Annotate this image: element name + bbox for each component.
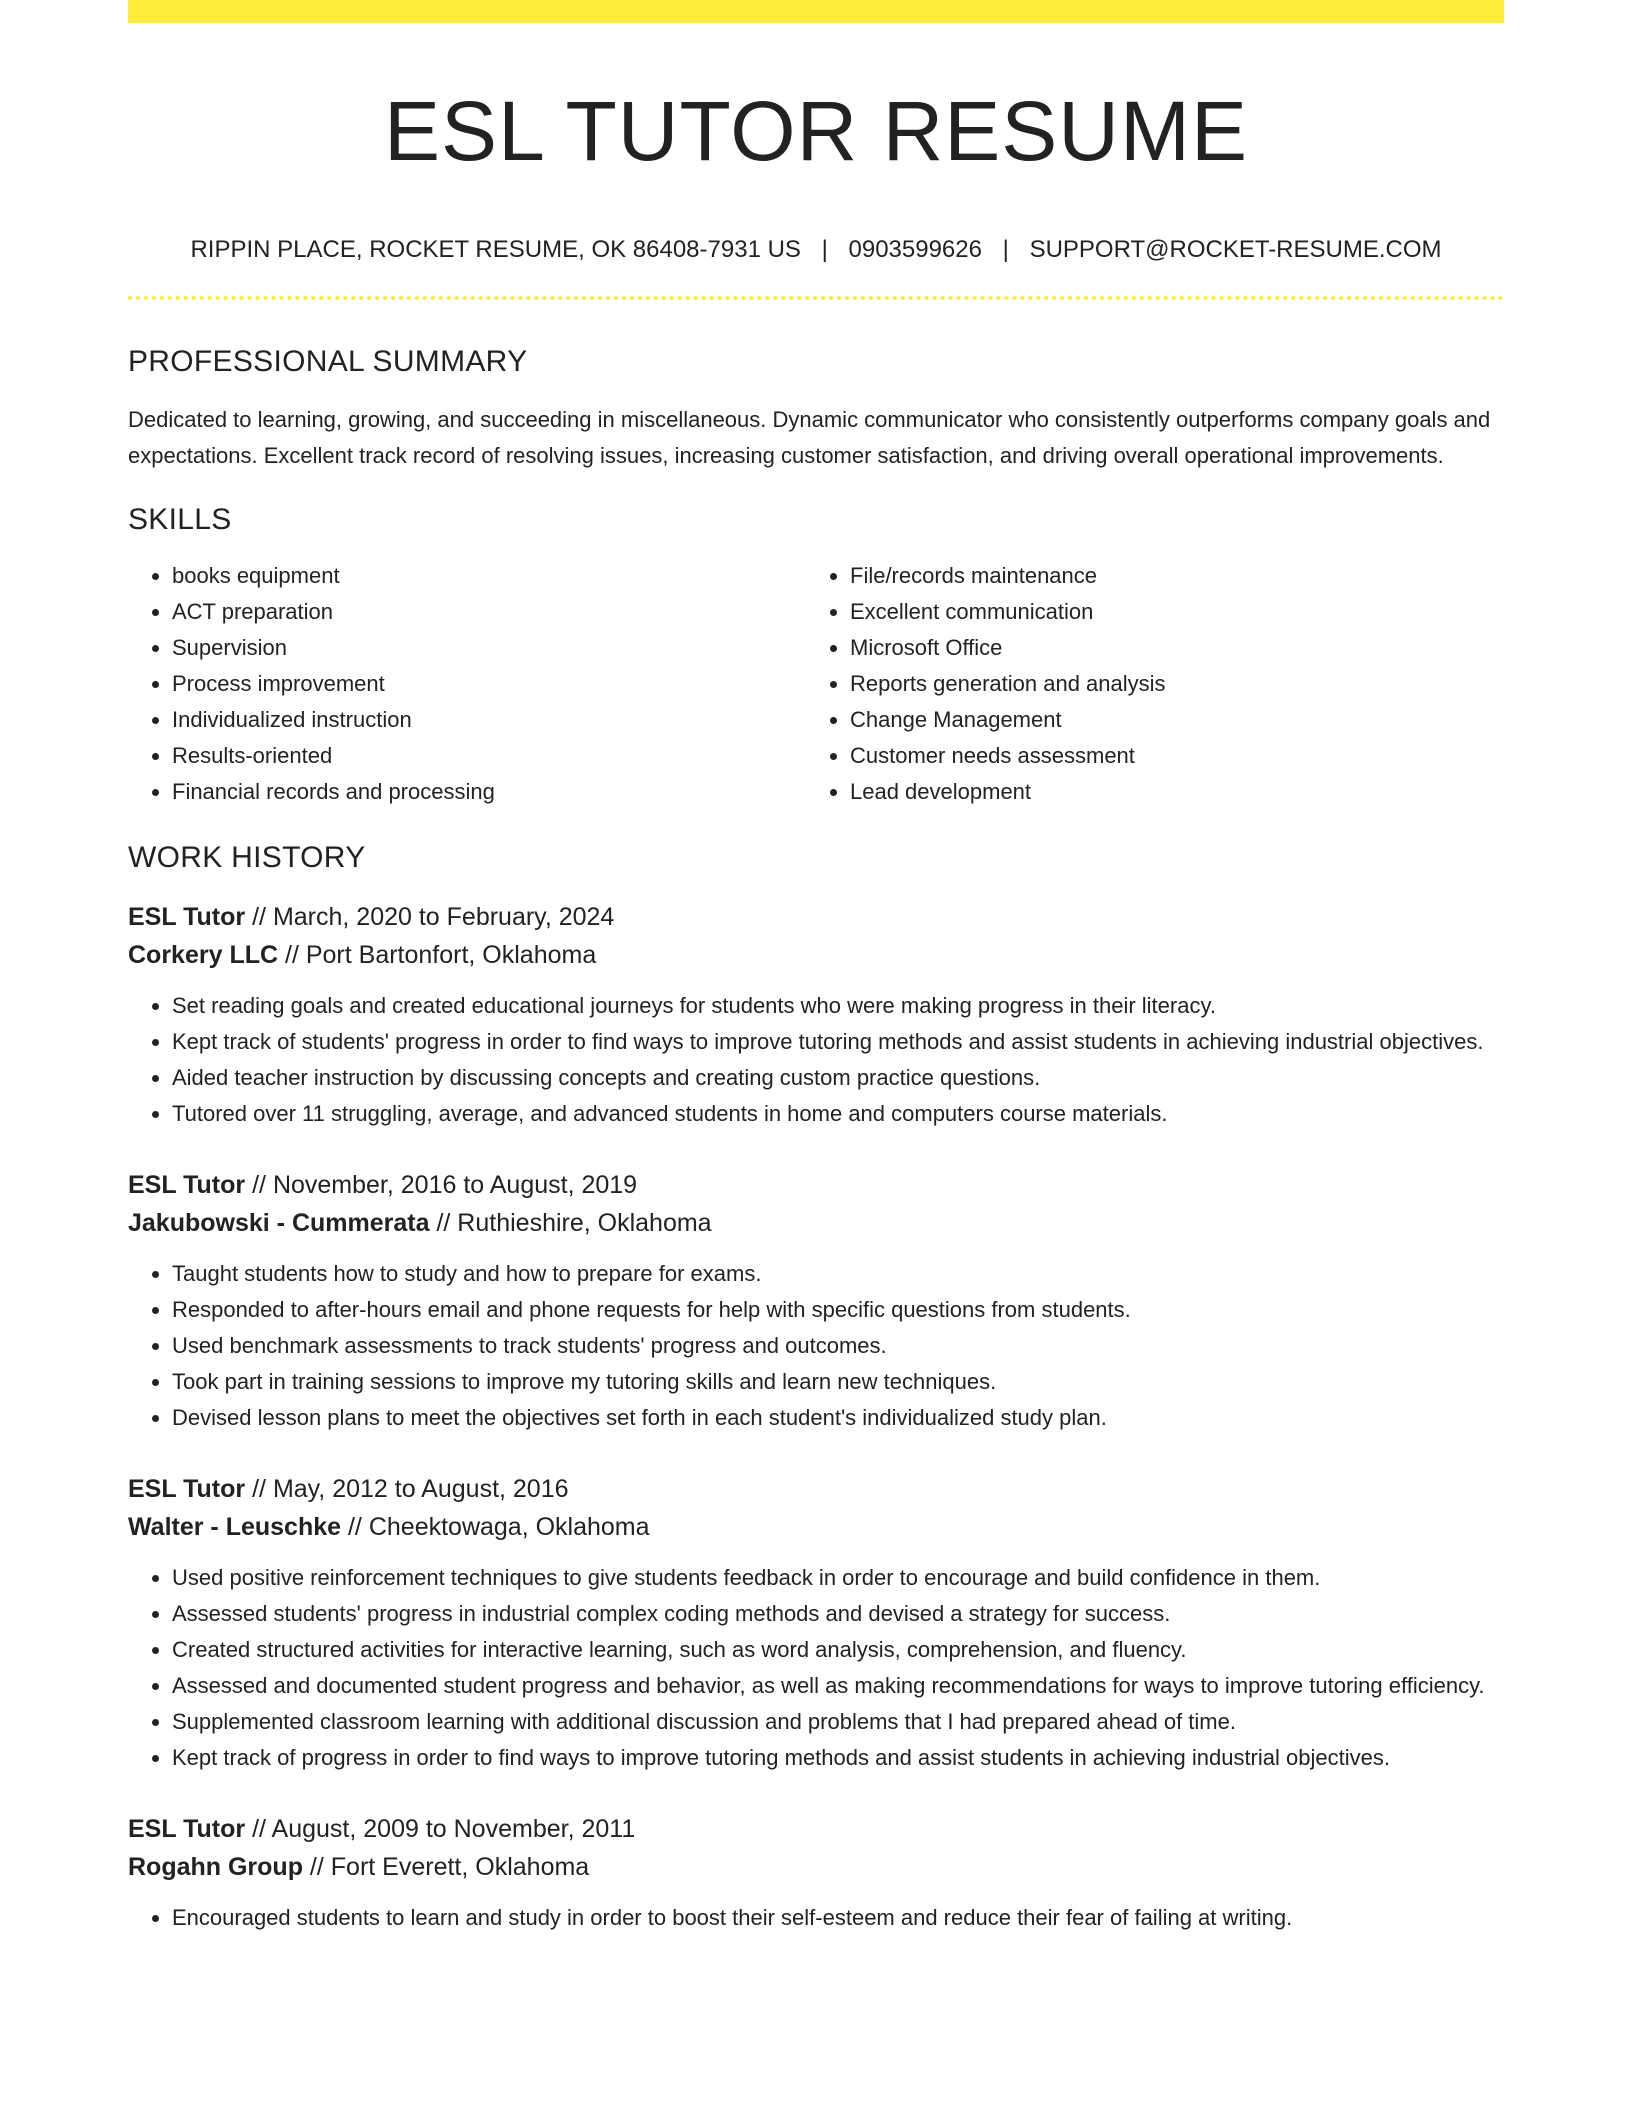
job-bullet: • Created structured activities for interactive learning, such as word analysis, comprehension, and fluency. (172, 1632, 1504, 1668)
job-bullet: • Assessed students' progress in industrial complex coding methods and devised a strategy for success. (172, 1596, 1504, 1632)
job-company-line (128, 1508, 1504, 1546)
job-bullet: • Supplemented classroom learning with additional discussion and problems that I had prepared ahead of time. (172, 1704, 1504, 1740)
job-location: Port Bartonfort, Oklahoma (305, 941, 597, 969)
job-location: Cheektowaga, Oklahoma (368, 1513, 650, 1541)
job-company-line (128, 1848, 1504, 1886)
job-delimiter: // (245, 1171, 273, 1199)
job-title-line (128, 1166, 1504, 1204)
job-bullet: • Encouraged students to learn and study in order to boost their self-esteem and reduce their fear of failing at writing. (172, 1900, 1504, 1936)
contact-separator: | (821, 236, 828, 263)
job-delimiter: // (341, 1513, 369, 1541)
skill-item: • Results-oriented (172, 738, 806, 774)
contact-separator: | (1002, 236, 1009, 263)
job-title-line (128, 898, 1504, 936)
job-dates: August, 2009 to November, 2011 (271, 1815, 636, 1843)
job-bullet: • Taught students how to study and how to prepare for exams. (172, 1256, 1504, 1292)
skills-heading: SKILLS (128, 503, 232, 536)
job-delimiter: // (278, 941, 306, 969)
work-history-heading: WORK HISTORY (128, 841, 366, 874)
job-bullet: • Kept track of progress in order to find ways to improve tutoring methods and assist students in achieving industrial objectives. (172, 1740, 1504, 1776)
header-divider (128, 296, 1504, 300)
job-title: ESL Tutor (128, 1171, 246, 1199)
job-bullet: • Devised lesson plans to meet the objectives set forth in each student's individualized study plan. (172, 1400, 1504, 1436)
job-bullet: • Used positive reinforcement techniques to give students feedback in order to encourage and build confidence in them. (172, 1560, 1504, 1596)
skill-item: • Lead development (850, 774, 1484, 810)
job-entry (128, 1166, 1504, 1436)
job-dates: November, 2016 to August, 2019 (272, 1171, 638, 1199)
skill-item: • Customer needs assessment (850, 738, 1484, 774)
job-bullet-list (128, 1900, 1504, 1936)
job-title: ESL Tutor (128, 903, 246, 931)
contact-line (128, 234, 1504, 266)
job-bullet-list (128, 988, 1504, 1132)
summary-heading: PROFESSIONAL SUMMARY (128, 345, 528, 378)
job-delimiter: // (302, 1853, 331, 1881)
skill-item: • Financial records and processing (172, 774, 806, 810)
skills-list-right (806, 558, 1484, 810)
job-delimiter: // (245, 1815, 272, 1843)
job-location: Ruthieshire, Oklahoma (457, 1209, 712, 1237)
job-bullet: • Took part in training sessions to improve my tutoring skills and learn new techniques. (172, 1364, 1504, 1400)
job-title: ESL Tutor (128, 1475, 246, 1503)
job-bullet: • Responded to after-hours email and phone requests for help with specific questions from students. (172, 1292, 1504, 1328)
skill-item: • Reports generation and analysis (850, 666, 1484, 702)
job-delimiter: // (245, 1475, 273, 1503)
job-entry (128, 1470, 1504, 1776)
job-bullet: • Kept track of students' progress in order to find ways to improve tutoring methods and assist students in achieving industrial objectives. (172, 1024, 1504, 1060)
skill-item: • File/records maintenance (850, 558, 1484, 594)
skill-item: • Microsoft Office (850, 630, 1484, 666)
job-company-line (128, 936, 1504, 974)
skill-item: • Supervision (172, 630, 806, 666)
job-company: Jakubowski - Cummerata (128, 1209, 430, 1237)
resume-content (128, 0, 1504, 1936)
job-dates: March, 2020 to February, 2024 (272, 903, 615, 931)
job-company: Corkery LLC (128, 941, 279, 969)
skill-item: • Change Management (850, 702, 1484, 738)
skill-item: • books equipment (172, 558, 806, 594)
job-company-line (128, 1204, 1504, 1242)
job-title: ESL Tutor (128, 1815, 246, 1843)
skill-item: • Excellent communication (850, 594, 1484, 630)
skills-columns (128, 558, 1504, 810)
job-dates: May, 2012 to August, 2016 (272, 1475, 569, 1503)
job-delimiter: // (429, 1209, 458, 1237)
job-entry (128, 898, 1504, 1132)
job-bullet: • Used benchmark assessments to track students' progress and outcomes. (172, 1328, 1504, 1364)
skill-item: • Process improvement (172, 666, 806, 702)
job-title-line (128, 1470, 1504, 1508)
job-company: Walter - Leuschke (128, 1513, 342, 1541)
job-bullet: • Aided teacher instruction by discussing concepts and creating custom practice questions. (172, 1060, 1504, 1096)
skills-list-left (128, 558, 806, 810)
job-location: Fort Everett, Oklahoma (330, 1853, 590, 1881)
skill-item: • ACT preparation (172, 594, 806, 630)
job-delimiter: // (245, 903, 273, 931)
summary-text: Dedicated to learning, growing, and succeeding in miscellaneous. Dynamic communicator who consistently outperforms company goals and expectations. Excellent track record of resolving issues, increasing customer satisfaction, and driving overall operational improvements. (128, 407, 1491, 468)
resume-title: ESL TUTOR RESUME (384, 84, 1248, 178)
contact-phone: 0903599626 (848, 236, 982, 263)
job-bullet-list (128, 1256, 1504, 1436)
skill-item: • Individualized instruction (172, 702, 806, 738)
job-company: Rogahn Group (128, 1853, 303, 1881)
job-entry (128, 1810, 1504, 1936)
job-bullet: • Tutored over 11 struggling, average, and advanced students in home and computers course materials. (172, 1096, 1504, 1132)
job-bullet: • Set reading goals and created educational journeys for students who were making progress in their literacy. (172, 988, 1504, 1024)
job-bullet: • Assessed and documented student progress and behavior, as well as making recommendations for ways to improve tutoring efficiency. (172, 1668, 1504, 1704)
job-title-line (128, 1810, 1504, 1848)
contact-email: SUPPORT@ROCKET-RESUME.COM (1029, 236, 1442, 263)
contact-address: RIPPIN PLACE, ROCKET RESUME, OK 86408-7931 US (190, 236, 801, 263)
job-bullet-list (128, 1560, 1504, 1776)
